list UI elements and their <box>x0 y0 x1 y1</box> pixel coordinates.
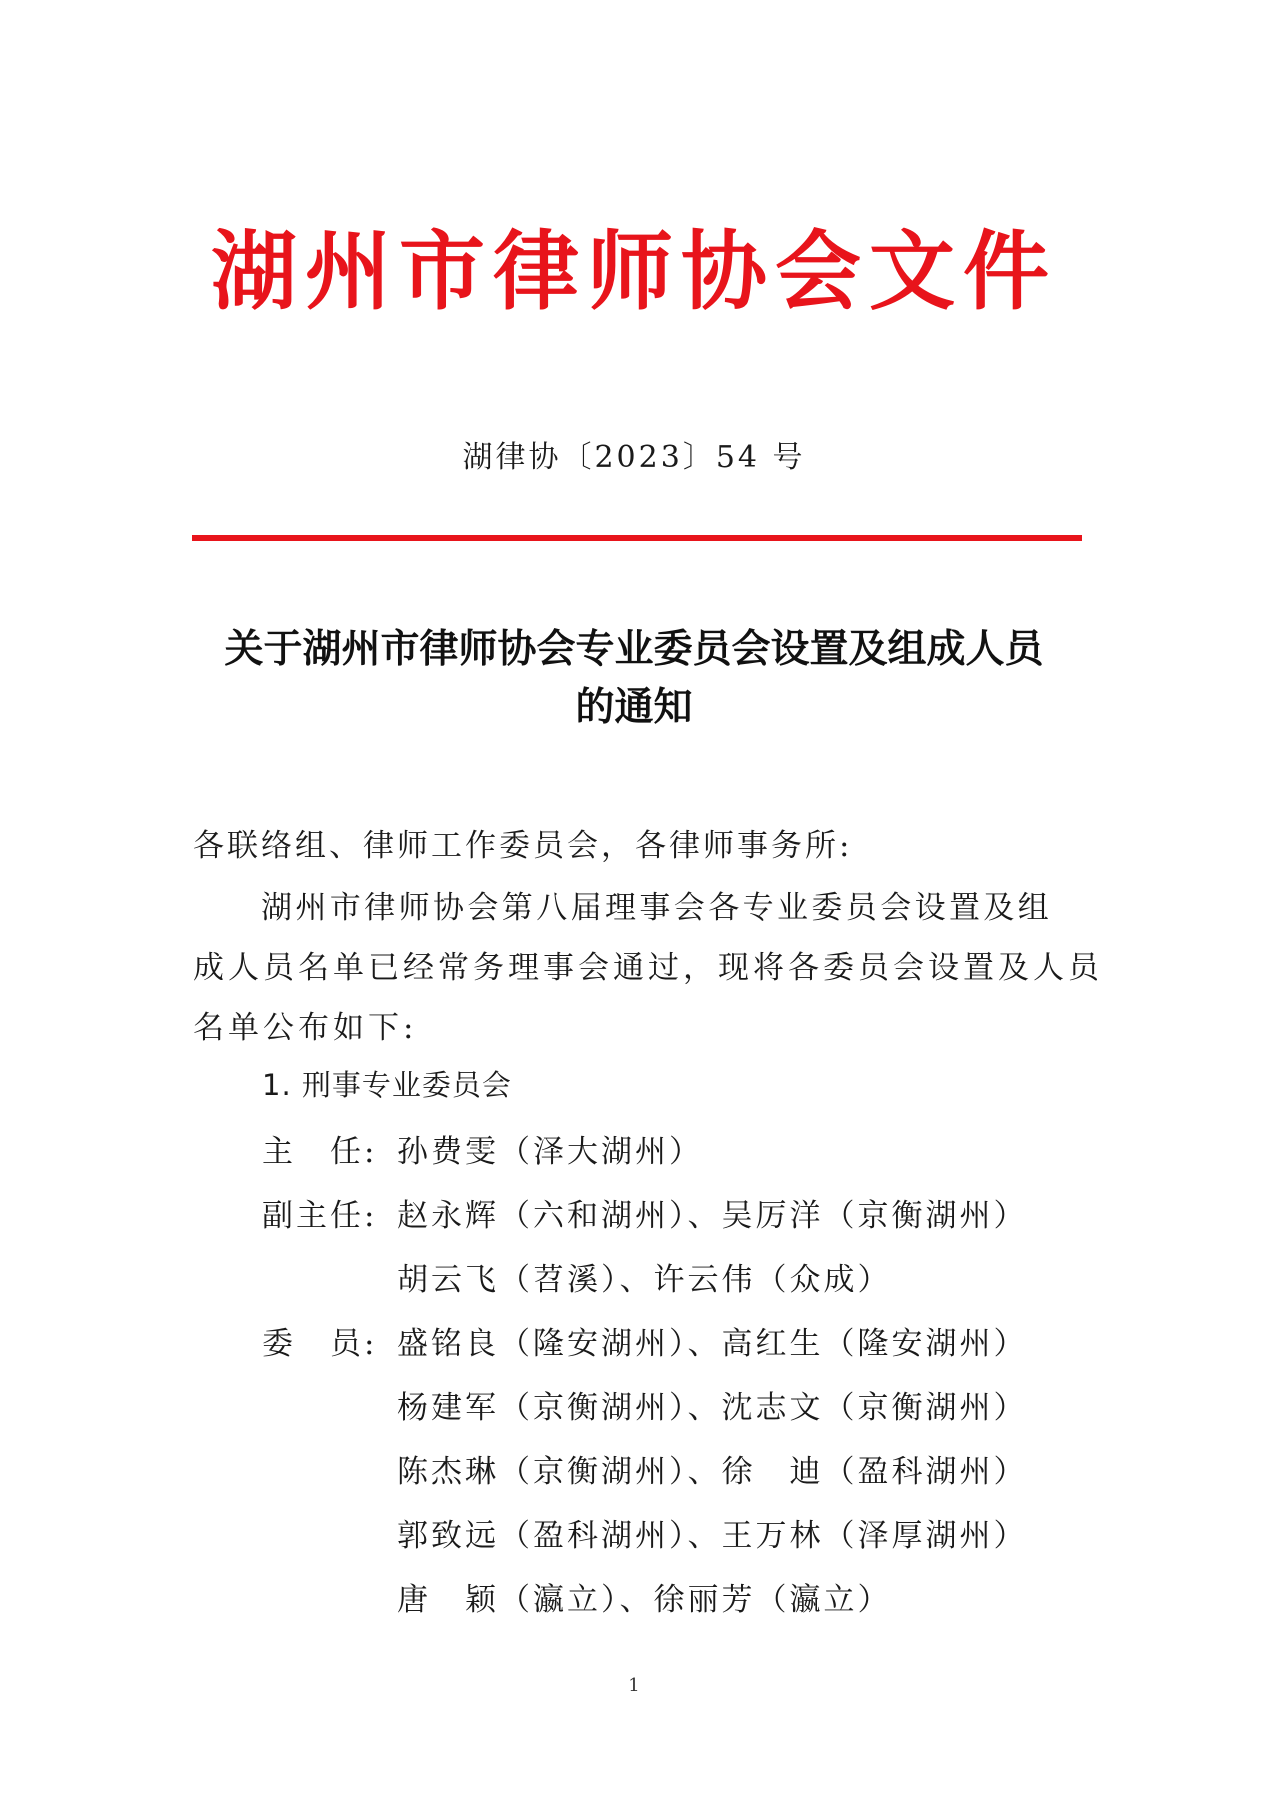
body-line: 湖州市律师协会第八届理事会各专业委员会设置及组 <box>261 890 1053 926</box>
body-paragraph <box>193 878 1103 1058</box>
roster-names: 赵永辉（六和湖州）、吴厉洋（京衡湖州） <box>397 1198 1028 1234</box>
roster-row <box>262 1376 1028 1440</box>
masthead-title: 湖州市律师协会文件 <box>211 222 1057 322</box>
notice-title <box>150 620 1118 736</box>
roster-role: 委 员: <box>262 1326 378 1362</box>
body-line: 成人员名单已经常务理事会通过，现将各委员会设置及人员 <box>193 950 1103 986</box>
roster-names: 杨建军（京衡湖州）、沈志文（京衡湖州） <box>397 1390 1028 1426</box>
salutation: 各联络组、律师工作委员会，各律师事务所: <box>193 828 853 864</box>
notice-title-line: 的通知 <box>575 684 693 730</box>
roster-row <box>262 1568 892 1632</box>
roster-names: 陈杰琳（京衡湖州）、徐 迪（盈科湖州） <box>397 1454 1028 1490</box>
roster-names: 盛铭良（隆安湖州）、高红生（隆安湖州） <box>397 1326 1028 1362</box>
roster-row <box>262 1184 1028 1248</box>
roster-names: 胡云飞（苕溪）、许云伟（众成） <box>397 1262 892 1298</box>
roster-row <box>262 1312 1028 1376</box>
document-number: 湖律协〔2023〕54 号 <box>462 440 806 475</box>
roster-role: 主 任: <box>262 1134 378 1170</box>
notice-title-line: 关于湖州市律师协会专业委员会设置及组成人员 <box>224 626 1044 672</box>
roster-row <box>262 1504 1028 1568</box>
roster-names: 郭致远（盈科湖州）、王万林（泽厚湖州） <box>397 1518 1028 1554</box>
roster-row <box>262 1248 892 1312</box>
page-number: 1 <box>628 1675 640 1696</box>
roster-role: 副主任: <box>262 1198 378 1234</box>
roster-names: 孙费雯（泽大湖州） <box>397 1134 703 1170</box>
body-line: 名单公布如下: <box>193 1010 418 1046</box>
member-roster <box>262 1120 1028 1632</box>
section-heading: 1. 刑事专业委员会 <box>262 1068 512 1102</box>
roster-row <box>262 1440 1028 1504</box>
roster-names: 唐 颖（瀛立）、徐丽芳（瀛立） <box>397 1582 892 1618</box>
roster-row <box>262 1120 703 1184</box>
red-divider-line <box>192 535 1082 541</box>
